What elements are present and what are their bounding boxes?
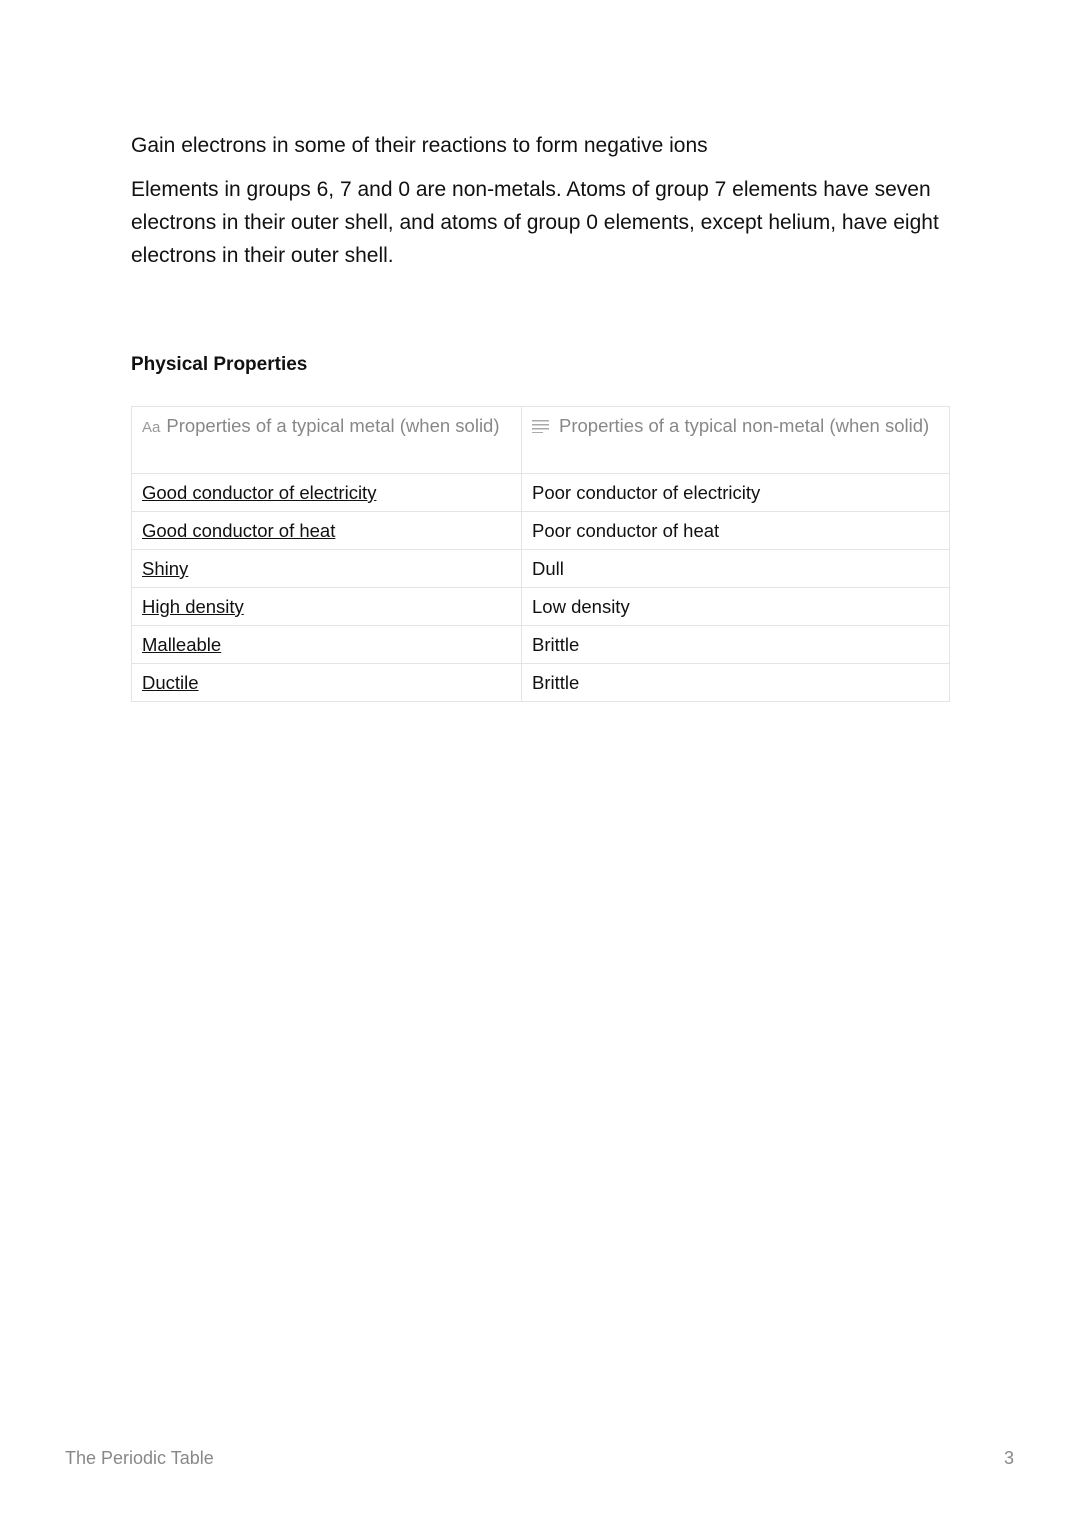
- metal-property-cell[interactable]: [132, 512, 522, 550]
- table-row: [132, 588, 950, 626]
- column-header[interactable]: [522, 407, 950, 474]
- properties-table: [131, 406, 950, 702]
- metal-property-link[interactable]: Shiny: [142, 558, 189, 579]
- paragraph: Elements in groups 6, 7 and 0 are non-metals. Atoms of group 7 elements have seven electrons in their outer shell, and atoms of group 0 elements, except helium, have eight electrons in their outer shell.: [131, 178, 939, 267]
- header-label: Properties of a typical metal (when solid): [166, 415, 500, 436]
- metal-property-link[interactable]: High density: [142, 596, 244, 617]
- non-metal-property-cell: Poor conductor of heat: [522, 512, 950, 550]
- page-number: 3: [1004, 1448, 1015, 1468]
- metal-property-link[interactable]: Malleable: [142, 634, 222, 655]
- metal-property-link[interactable]: Good conductor of electricity: [142, 482, 377, 503]
- text-type-icon: Aa: [142, 419, 161, 436]
- non-metal-property-cell: Low density: [522, 588, 950, 626]
- section-title: Physical Properties: [131, 354, 308, 375]
- metal-property-cell[interactable]: [132, 664, 522, 702]
- table-row: [132, 550, 950, 588]
- table-row: [132, 664, 950, 702]
- non-metal-property-cell: Brittle: [522, 664, 950, 702]
- header-label: Properties of a typical non-metal (when solid): [559, 415, 930, 436]
- table-row: [132, 512, 950, 550]
- metal-property-link[interactable]: Good conductor of heat: [142, 520, 336, 541]
- metal-property-cell[interactable]: [132, 474, 522, 512]
- column-header[interactable]: [132, 407, 522, 474]
- metal-property-cell[interactable]: [132, 626, 522, 664]
- non-metal-property-cell: Dull: [522, 550, 950, 588]
- table-row: [132, 626, 950, 664]
- metal-property-cell[interactable]: [132, 588, 522, 626]
- footer-title: The Periodic Table: [65, 1448, 214, 1468]
- non-metal-property-cell: Brittle: [522, 626, 950, 664]
- text-lines-icon: [532, 419, 549, 433]
- metal-property-cell[interactable]: [132, 550, 522, 588]
- non-metal-property-cell: Poor conductor of electricity: [522, 474, 950, 512]
- metal-property-link[interactable]: Ductile: [142, 672, 199, 693]
- table-row: [132, 474, 950, 512]
- paragraph: Gain electrons in some of their reactions to form negative ions: [131, 134, 708, 157]
